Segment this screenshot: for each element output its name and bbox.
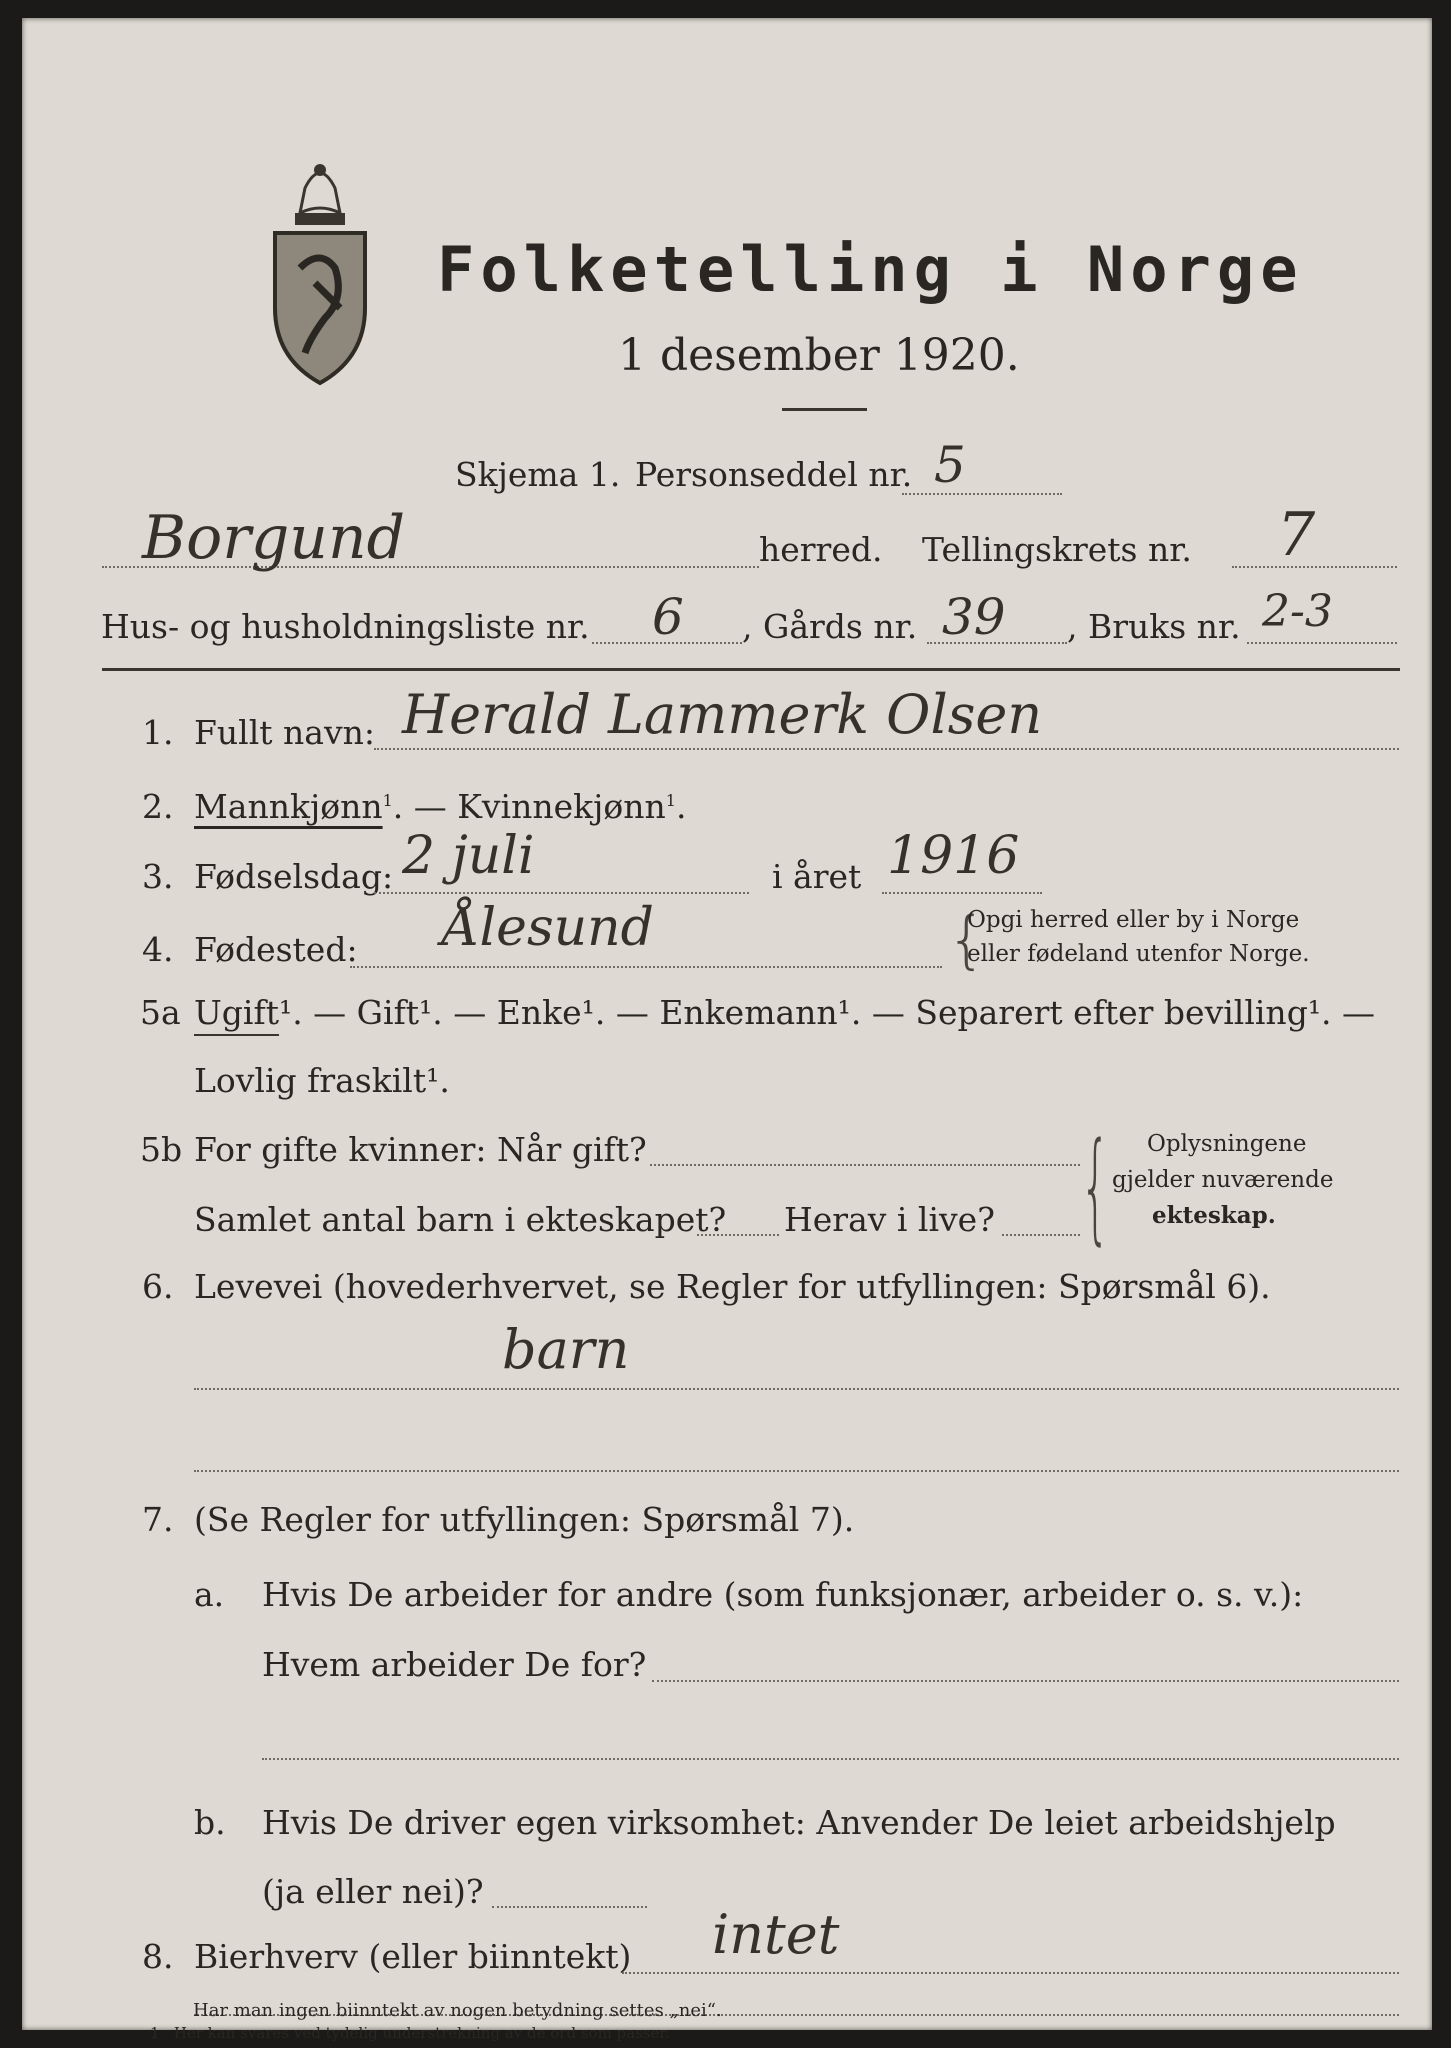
footnote-text: Her kan svares ved tydelig understrekning av de ord som passer. [173,2024,670,2042]
bruks-line [1247,642,1397,644]
footnote-mark: 1 [150,2024,160,2042]
occupation-label: Levevei (hovederhvervet, se Regler for utfyllingen: Spørsmål 6). [194,1267,1271,1306]
personseddel-label: Personseddel nr. [635,455,913,494]
q7a-letter: a. [194,1575,225,1614]
male-option[interactable]: Mannkjønn [194,787,383,826]
birth-year-value[interactable]: 1916 [887,826,1020,886]
birthday-value[interactable]: 2 juli [402,826,535,886]
title-divider [782,408,867,411]
occupation-value[interactable]: barn [502,1318,630,1381]
children-alive-line [1002,1234,1080,1236]
q1-number: 1. [142,713,174,752]
employer-line-2 [262,1758,1399,1760]
household-list-label: Hus- og husholdningsliste nr. [101,607,590,646]
gender-separator: . — [392,787,458,826]
q4-label: Fødested: [194,930,358,969]
header-divider [102,668,1400,671]
form-title: Folketelling i Norge [437,233,1304,306]
birthplace-note-line2: eller fødeland utenfor Norge. [967,941,1310,967]
when-married-label: For gifte kvinner: Når gift? [194,1130,647,1169]
tellingskrets-label: Tellingskrets nr. [922,530,1192,569]
marital-status-divorced[interactable]: Lovlig fraskilt¹. [194,1061,450,1100]
marital-status-options[interactable]: Ugift¹. — Gift¹. — Enke¹. — Enkemann¹. — Separert efter bevilling¹. — [194,993,1376,1032]
children-alive-label: Herav i live? [784,1200,995,1239]
side-income-label: Bierhverv (eller biinntekt) [194,1937,632,1976]
children-count-line [697,1234,779,1236]
municipality-value[interactable]: Borgund [142,503,405,573]
q3-number: 3. [142,857,174,896]
q5b-number: 5b [140,1130,183,1169]
q1-label: Fullt navn: [194,713,375,752]
footnote [150,2026,670,2041]
q6-number: 6. [142,1267,174,1306]
bruks-label: , Bruks nr. [1067,607,1241,646]
bruks-value[interactable]: 2-3 [1262,586,1333,637]
occupation-line-1 [194,1388,1399,1390]
birthplace-value[interactable]: Ålesund [442,898,654,958]
gender-end: . [675,787,687,826]
marriage-note-line3: ekteskap. [1152,1202,1276,1229]
side-income-value[interactable]: intet [712,1903,840,1966]
birthplace-note-line1: Opgi herred eller by i Norge [967,907,1300,933]
when-married-line [650,1164,1080,1166]
birthday-line [374,892,749,894]
ugift-underline [194,1034,279,1036]
gards-label: , Gårds nr. [742,607,918,646]
q3-label: Fødselsdag: [194,857,394,896]
q5a-number: 5a [140,993,181,1032]
personseddel-value[interactable]: 5 [934,436,966,494]
coat-of-arms-icon [265,158,375,388]
personseddel-line [902,493,1062,495]
year-label: i året [772,857,862,896]
full-name-value[interactable]: Herald Lammerk Olsen [402,683,1043,746]
census-date: 1 desember 1920. [618,330,1020,381]
q4-number: 4. [142,930,174,969]
no-income-note: Har man ingen biinntekt av nogen betydning settes „nei“. [193,2000,722,2021]
employer-line [652,1680,1399,1682]
birth-year-line [882,892,1042,894]
side-income-line [622,1972,1399,1974]
herred-label: herred. [759,530,883,569]
marriage-note-line1: Oplysningene [1147,1131,1307,1157]
q7a-label: Hvis De arbeider for andre (som funksjonær, arbeider o. s. v.): [262,1575,1304,1614]
q7-label: (Se Regler for utfyllingen: Spørsmål 7). [194,1500,855,1539]
tellingskrets-value[interactable]: 7 [1277,500,1316,570]
q8-number: 8. [142,1937,174,1976]
birthplace-note-brace: { [947,903,987,976]
q7b-label: Hvis De driver egen virksomhet: Anvender De leiet arbeidshjelp [262,1803,1336,1842]
gards-value[interactable]: 39 [942,588,1006,646]
q2-number: 2. [142,787,174,826]
birthplace-line [350,966,942,968]
full-name-line [374,748,1399,750]
schema-label: Skjema 1. [455,455,621,494]
hired-help-line [492,1906,647,1908]
hired-help-label: (ja eller nei)? [262,1872,484,1911]
marriage-note-brace: { [1080,1118,1111,1257]
marriage-note-line2: gjelder nuværende [1112,1167,1334,1193]
gender-options: Mannkjønn$^1$. — Kvinnekjønn$^1$. [194,787,687,826]
census-form [22,18,1432,2030]
children-count-label: Samlet antal barn i ekteskapet? [194,1200,727,1239]
q7b-letter: b. [194,1803,226,1842]
female-option[interactable]: Kvinnekjønn [457,787,666,826]
household-list-value[interactable]: 6 [652,588,684,646]
q7-number: 7. [142,1500,174,1539]
employer-label: Hvem arbeider De for? [262,1645,647,1684]
occupation-line-2 [194,1470,1399,1472]
